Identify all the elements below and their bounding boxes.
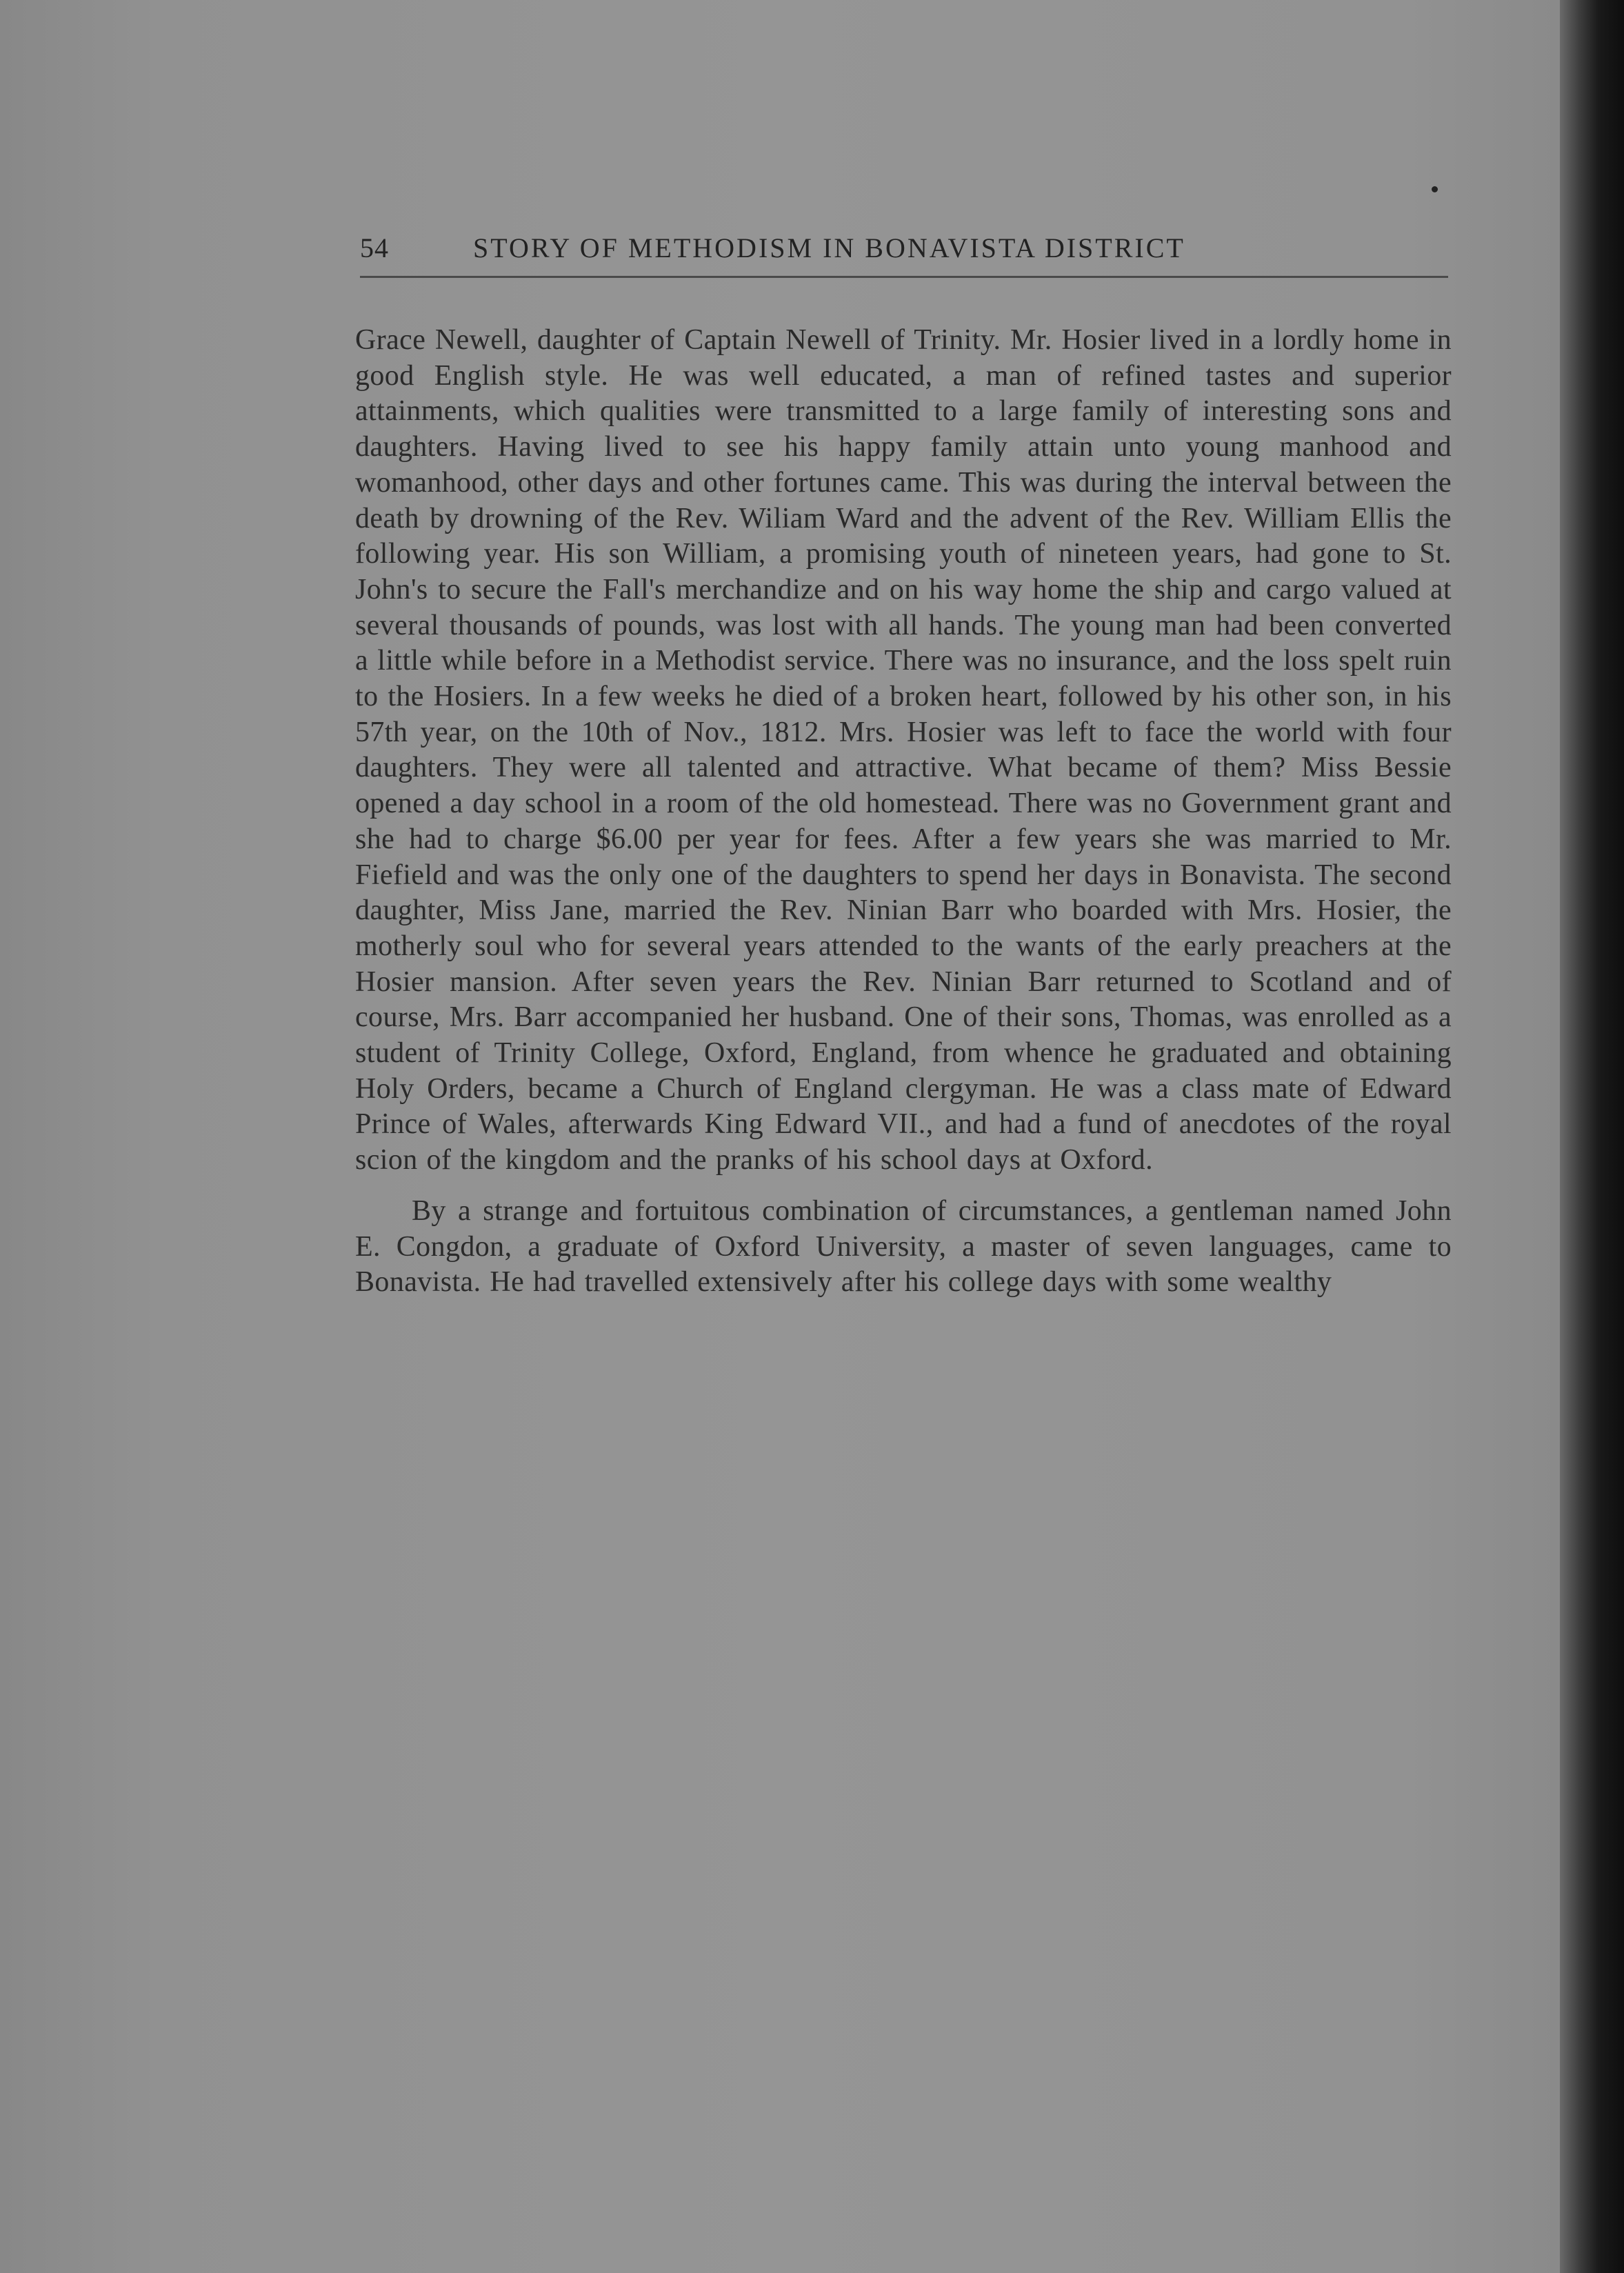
header-rule [360, 276, 1448, 278]
page-number: 54 [360, 232, 389, 263]
running-head: STORY OF METHODISM IN BONAVISTA DISTRICT [473, 232, 1185, 263]
ink-speck [1432, 186, 1438, 192]
book-spine-edge [1560, 0, 1624, 2273]
paragraph-1: Grace Newell, daughter of Captain Newell of Trinity. Mr. Hosier lived in a lordly home in good English style. He was well educated, a man of refined tastes and superior attainments, which qualities were transmitted to a large family of interesting sons and daughters. Having lived to see his happy family attain unto young manhood and womanhood, other days and other fortunes came. This was during the interval between the death by drowning of the Rev. Wiliam Ward and the advent of the Rev. William Ellis the following year. His son William, a promising youth of nineteen years, had gone to St. John's to secure the Fall's merchandize and on his way home the ship and cargo valued at several thousands of pounds, was lost with all hands. The young man had been converted a little while before in a Methodist service. There was no insurance, and the loss spelt ruin to the Hosiers. In a few weeks he died of a broken heart, followed by his other son, in his 57th year, on the 10th of Nov., 1812. Mrs. Hosier was left to face the world with four daughters. They were all talented and attractive. What became of them? Miss Bessie opened a day school in a room of the old homestead. There was no Government grant and she had to charge $6.00 per year for fees. After a few years she was married to Mr. Fiefield and was the only one of the daughters to spend her days in Bonavista. The second daughter, Miss Jane, married the Rev. Ninian Barr who boarded with Mrs. Hosier, the motherly soul who for several years attended to the wants of the early preachers at the Hosier mansion. After seven years the Rev. Ninian Barr returned to Scotland and of course, Mrs. Barr accompanied her husband. One of their sons, Thomas, was enrolled as a student of Trinity College, Oxford, England, from whence he graduated and obtaining Holy Orders, became a Church of England clergyman. He was a class mate of Edward Prince of Wales, afterwards King Edward VII., and had a fund of anecdotes of the royal scion of the kingdom and the pranks of his school days at Oxford. [355, 324, 1452, 1176]
body-text [355, 323, 1452, 1301]
page-header [360, 232, 1448, 276]
paragraph-2: By a strange and fortuitous combination of circumstances, a gentleman named John E. Congdon, a graduate of Oxford University, a master of seven languages, came to Bonavista. He had travelled extensively after his college days with some wealthy [355, 1194, 1452, 1299]
